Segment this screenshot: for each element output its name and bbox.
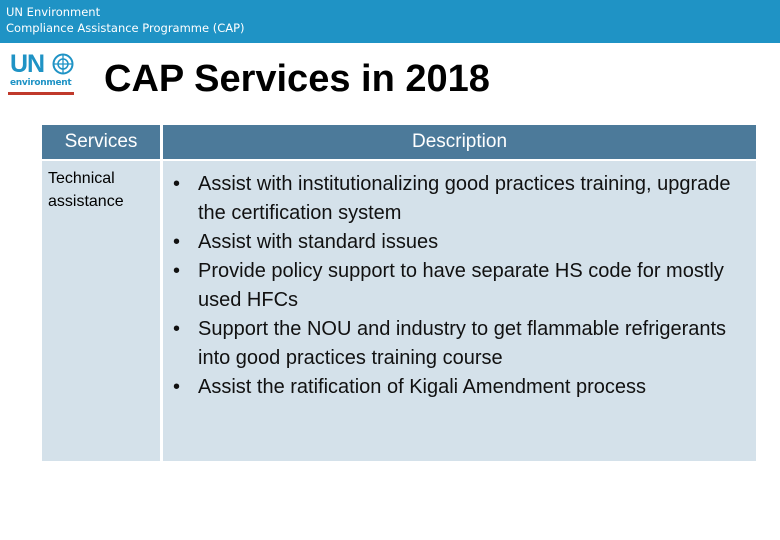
logo-un-text: UN	[10, 50, 45, 78]
top-banner	[0, 0, 780, 43]
bullet-icon: •	[173, 376, 181, 398]
logo-environment-text: environment	[10, 78, 72, 88]
description-bullet-list	[169, 170, 748, 402]
bullet-text: Assist with institutionalizing good practices training, upgrade the certification system	[198, 173, 731, 224]
bullet-item	[169, 170, 748, 228]
bullet-icon: •	[173, 318, 181, 340]
logo-underline	[8, 92, 74, 95]
bullet-item	[169, 373, 748, 402]
cell-service-name: Technical assistance	[42, 161, 160, 461]
bullet-icon: •	[173, 231, 181, 253]
banner-line-programme: Compliance Assistance Programme (CAP)	[6, 21, 245, 35]
header-services: Services	[42, 125, 160, 159]
header-description: Description	[163, 125, 756, 159]
banner-line-org: UN Environment	[6, 5, 101, 19]
cell-description	[163, 161, 756, 461]
bullet-icon: •	[173, 173, 181, 195]
bullet-text: Support the NOU and industry to get flammable refrigerants into good practices training course	[198, 318, 727, 369]
un-globe-icon	[52, 53, 74, 75]
bullet-text: Assist with standard issues	[198, 231, 439, 253]
slide-title: CAP Services in 2018	[104, 58, 490, 100]
services-table	[42, 125, 756, 461]
bullet-icon: •	[173, 260, 181, 282]
bullet-item	[169, 257, 748, 315]
bullet-text: Assist the ratification of Kigali Amendment process	[198, 376, 646, 398]
bullet-item	[169, 315, 748, 373]
bullet-item	[169, 228, 748, 257]
un-environment-logo	[8, 50, 74, 98]
bullet-text: Provide policy support to have separate HS code for mostly used HFCs	[198, 260, 724, 311]
